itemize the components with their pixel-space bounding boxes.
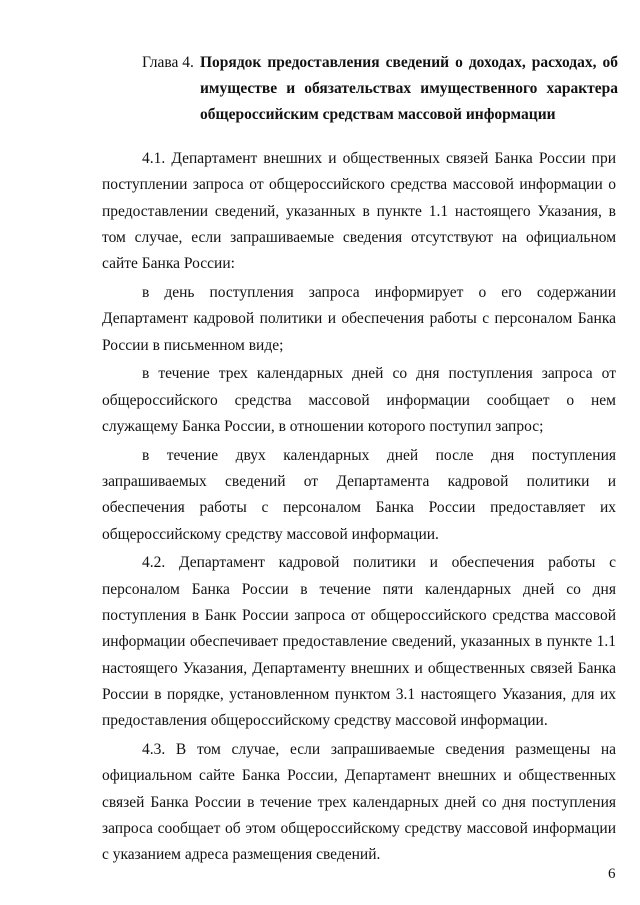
page-number: 6 bbox=[608, 866, 616, 882]
paragraph-4-1: 4.1. Департамент внешних и общественных связей Банка России при поступлении запроса от общероссийского средства массовой информации о предоставлении сведений, указанных в пункте 1.1 настоящего Указания, в том случае, если запрашиваемые сведения отсутствуют на официальном сайте Банка России: bbox=[102, 150, 616, 273]
chapter-number: Глава 4. bbox=[142, 54, 194, 71]
paragraph-4-3: 4.3. В том случае, если запрашиваемые сведения размещены на официальном сайте Банка России, Департамент внешних и общественных связей Банка России в течение трех календарных дней со дня поступления запроса сообщает об этом общероссийскому средству массовой информации с указанием адреса размещения сведений. bbox=[102, 741, 616, 864]
chapter-title-line: имуществе и обязательствах имущественного характера bbox=[200, 80, 618, 97]
chapter-title-line: общероссийским средствам массовой информации bbox=[200, 106, 556, 123]
paragraph-4-1-item-1: в день поступления запроса информирует о его содержании Департамент кадровой политики и обеспечения работы с персоналом Банка России в письменном виде; bbox=[102, 283, 616, 354]
chapter-title-line: Порядок предоставления сведений о доходах, расходах, об bbox=[200, 54, 618, 71]
paragraph-4-1-item-2: в течение трех календарных дней со дня поступления запроса от общероссийского средства массовой информации сообщает о нем служащему Банка России, в отношении которого поступил запрос; bbox=[102, 365, 616, 435]
paragraph-4-1-item-3: в течение двух календарных дней после дня поступления запрашиваемых сведений от Департамента кадровой политики и обеспечения работы с персоналом Банка России предоставляет их общероссийскому средству массовой информации. bbox=[102, 446, 616, 543]
document-body bbox=[102, 146, 616, 871]
paragraph-4-2: 4.2. Департамент кадровой политики и обеспечения работы с персоналом Банка России в течение пяти календарных дней со дня поступления в Банк России запроса от общероссийского средства массовой информации обеспечивает предоставление сведений, указанных в пункте 1.1 настоящего Указания, Департаменту внешних и общественных связей Банка России в порядке, установленном пунктом 3.1 настоящего Указания, для их предоставления общероссийскому средству массовой информации. bbox=[102, 554, 616, 730]
chapter-title bbox=[200, 50, 618, 128]
